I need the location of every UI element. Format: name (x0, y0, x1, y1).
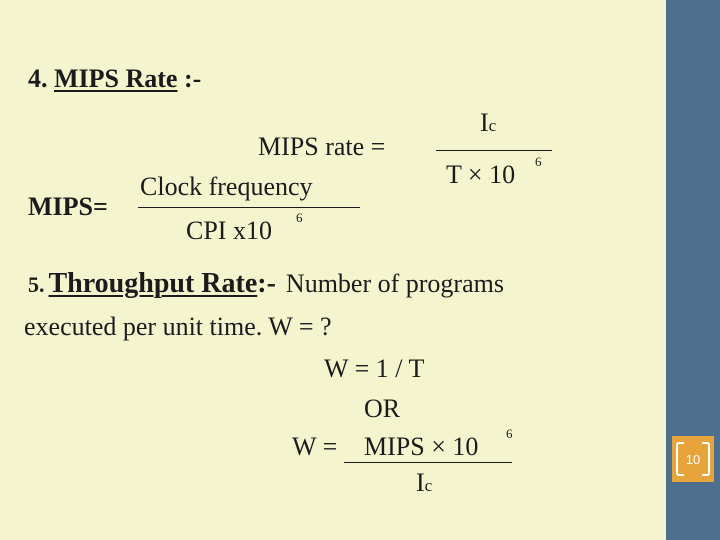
formula-1-denominator: T × 10 (446, 160, 516, 189)
page-number: 10 (685, 451, 701, 467)
section-5-number: 5. (28, 272, 45, 297)
section-5-title: Throughput Rate (48, 268, 258, 299)
section-5-suffix: :- (257, 268, 276, 299)
right-bracket-icon (702, 442, 710, 476)
formula-1-lhs: MIPS rate = (258, 132, 386, 161)
formula-2-numerator: Clock frequency (140, 172, 313, 201)
formula-2-denominator: CPI x10 (186, 216, 272, 245)
formula-3-denominator (416, 468, 432, 498)
formula-1-num-main: I (480, 108, 489, 137)
formula-3-lhs: W = (292, 432, 338, 461)
formula-3-num-exponent: 6 (506, 426, 513, 441)
formula-1-num-sub: c (488, 116, 497, 135)
formula-3-fraction-bar (344, 462, 512, 463)
formula-2-lhs: MIPS= (28, 192, 108, 221)
section-4-suffix: :- (183, 64, 202, 93)
page-number-badge (672, 436, 714, 482)
section-4-title: MIPS Rate (54, 64, 178, 93)
section-5-heading (28, 268, 504, 300)
formula-3-den-sub: c (424, 476, 433, 495)
section-5-desc-line2: executed per unit time. W = ? (24, 312, 332, 341)
section-5-desc-line1: Number of programs (285, 269, 504, 298)
formula-3-line1: W = 1 / T (324, 354, 425, 383)
left-bracket-icon (676, 442, 684, 476)
formula-1-numerator (480, 108, 496, 138)
formula-3-or: OR (364, 394, 401, 423)
formula-1-den-exponent: 6 (535, 154, 542, 169)
section-4-heading (28, 64, 201, 94)
formula-2-den-exponent: 6 (296, 210, 303, 225)
formula-1-fraction-bar (436, 150, 552, 151)
formula-2-fraction-bar (138, 207, 360, 208)
section-4-number: 4. (28, 64, 48, 93)
formula-3-numerator: MIPS × 10 (364, 432, 479, 461)
formula-3-den-main: I (416, 468, 425, 497)
